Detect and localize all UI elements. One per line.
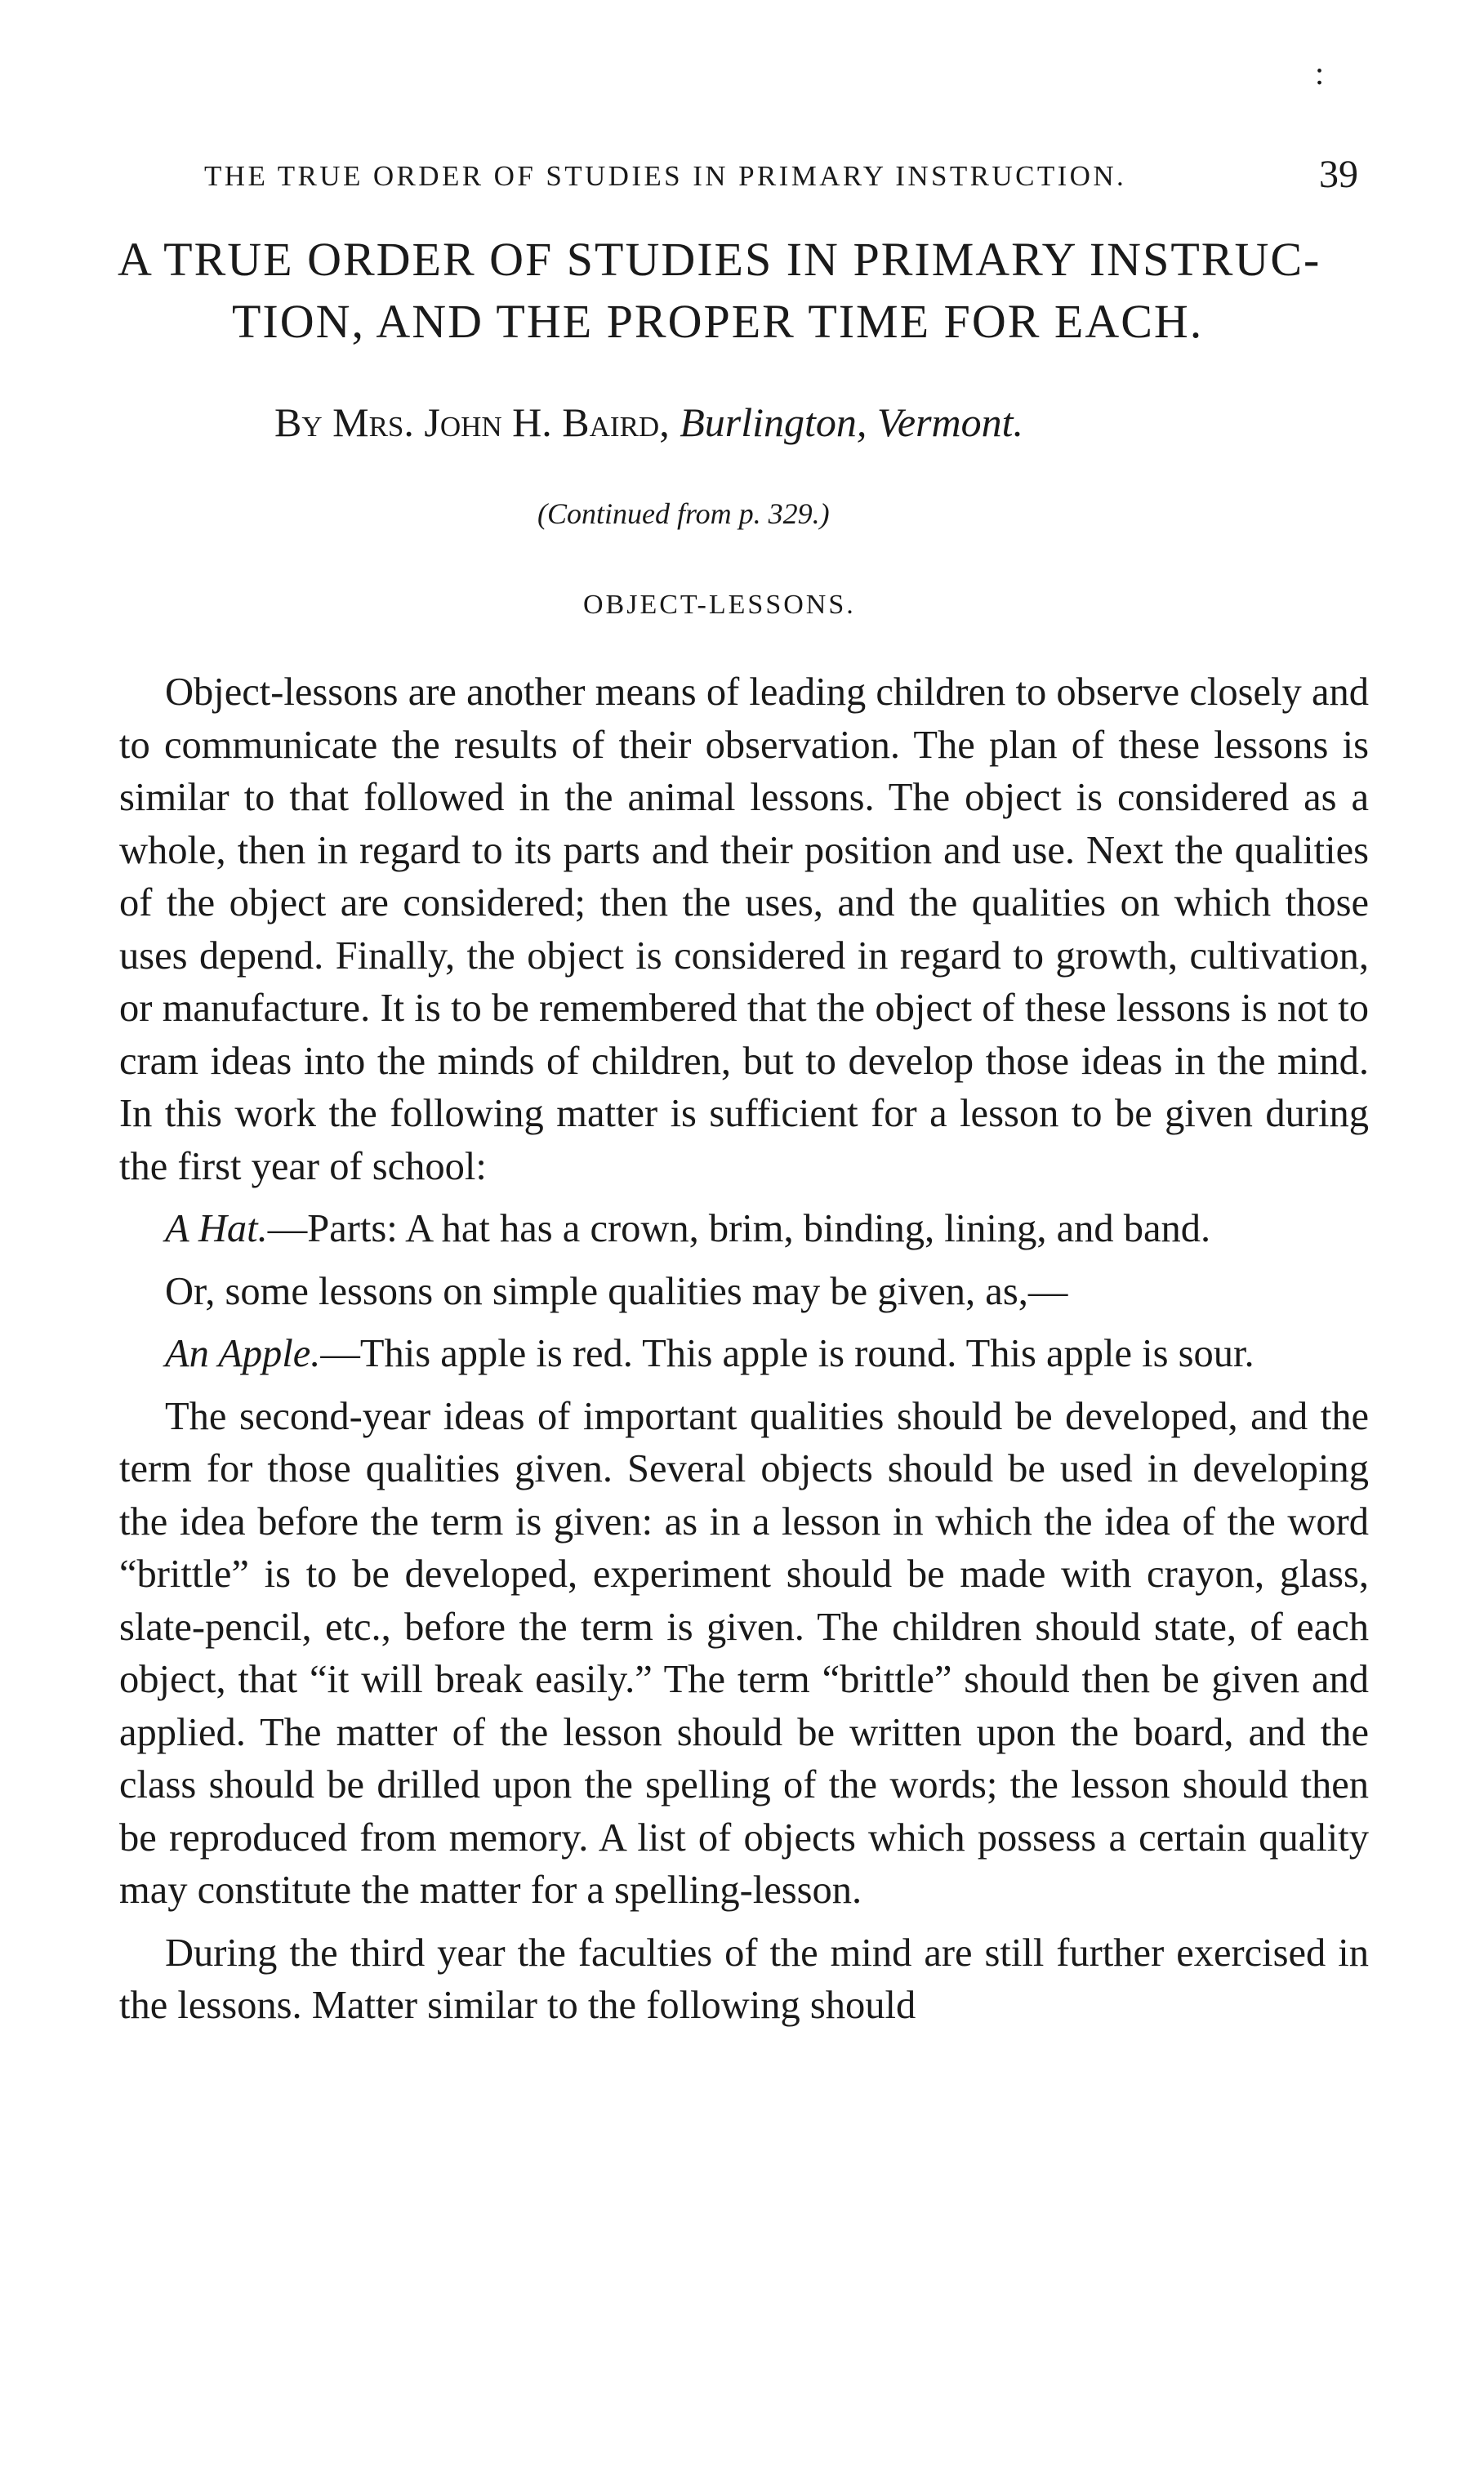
paragraph-object-lessons: Object-lessons are another means of leading children to observe closely and to communicate the results of their observation. The plan of these lessons is similar to that followed in the animal lessons. The object is considered as a whole, then in regard to its parts and their position and use. Next the qualities of the object are considered; then the uses, and the qualities on which those uses depend. Finally, the object is considered in regard to growth, cultivation, or manufacture. It is to be remembered that the object of these lessons is not to cram ideas into the minds of children, but to develop those ideas in the mind. In this work the following matter is sufficient for a lesson to be given during the first year of school: — [119, 670, 1369, 1188]
continued-note: (Continued from p. 329.) — [537, 497, 830, 530]
byline-author: By Mrs. John H. Baird, — [274, 399, 670, 445]
running-head: THE TRUE ORDER OF STUDIES IN PRIMARY INSTRUCTION. — [204, 160, 1127, 192]
paragraph-third-year: During the third year the faculties of the mind are still further exercised in the lessons. Matter similar to the following should — [119, 1931, 1369, 2027]
corner-mark: : — [1315, 55, 1325, 91]
hat-label: A Hat. — [165, 1207, 268, 1250]
apple-label: An Apple. — [165, 1332, 321, 1375]
paragraph-simple-qualities: Or, some lessons on simple qualities may be given, as,— — [165, 1269, 1068, 1313]
article-title — [118, 229, 1392, 353]
apple-text: —This apple is red. This apple is round. This apple is sour. — [320, 1332, 1254, 1375]
section-heading: OBJECT-LESSONS. — [583, 590, 856, 620]
hat-text: —Parts: A hat has a crown, brim, binding, lining, and band. — [267, 1207, 1211, 1250]
article-title-line-2: TION, AND THE PROPER TIME FOR EACH. — [232, 295, 1204, 348]
paragraph-hat — [119, 1203, 1369, 1256]
paragraph-second-year: The second-year ideas of important qualities should be developed, and the term for those qualities given. Several objects should be used in developing the idea before the term is given: as in a lesson in which the idea of the word “brittle” is to be developed, experiment should be made with crayon, glass, slate-pencil, etc., before the term is given. The children should state, of each object, that “it will break easily.” The term “brittle” should then be given and applied. The matter of the lesson should be written upon the board, and the class should be drilled upon the spelling of the words; the lesson should then be reproduced from memory. A list of objects which possess a certain quality may constitute the matter for a spelling-lesson. — [119, 1394, 1369, 1912]
article-body — [119, 666, 1369, 2043]
article-title-line-1: A TRUE ORDER OF STUDIES IN PRIMARY INSTRUC- — [118, 233, 1321, 286]
byline-place: Burlington, Vermont. — [680, 399, 1024, 445]
paragraph-apple — [119, 1328, 1369, 1381]
page-number: 39 — [1319, 153, 1358, 196]
byline — [274, 399, 1336, 446]
